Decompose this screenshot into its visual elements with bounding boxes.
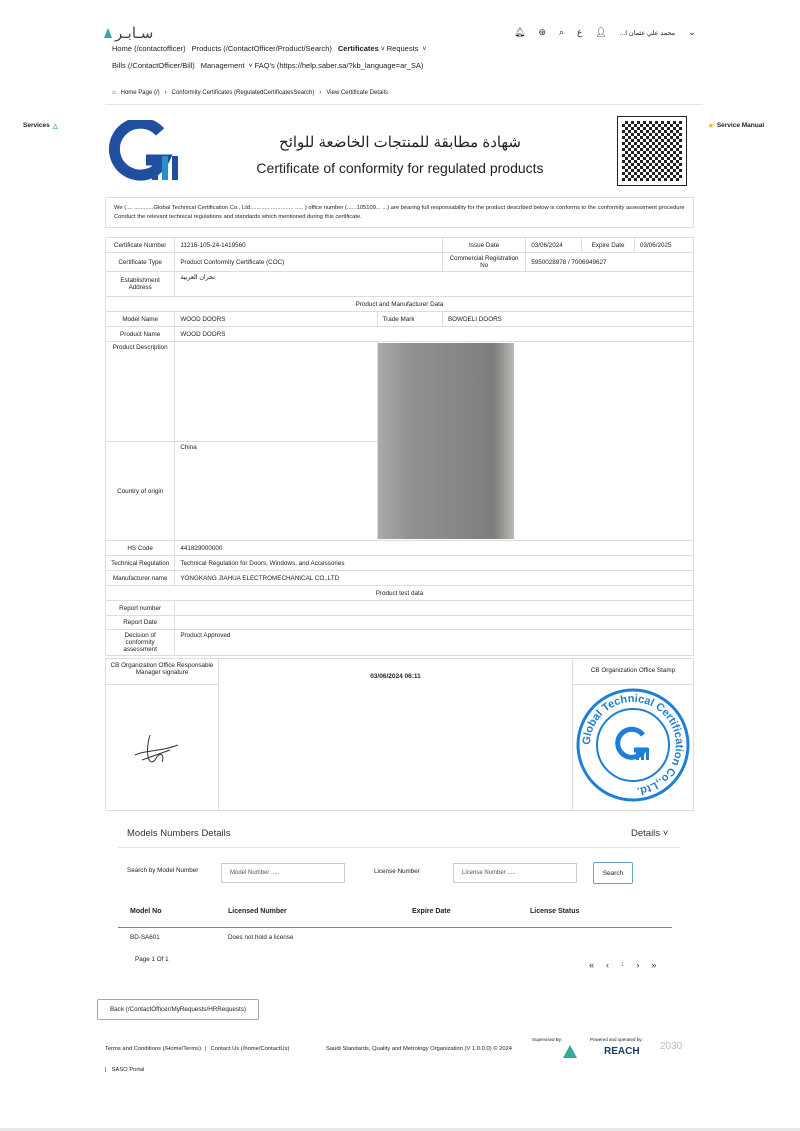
search-icon[interactable]: ⌕: [558, 27, 565, 37]
label: Certificate Type: [106, 253, 175, 272]
nav-certificates[interactable]: Certificates: [337, 44, 379, 53]
page-info: Page 1 Of 1: [135, 956, 169, 963]
breadcrumb-certificates[interactable]: Conformity Certificates (RegulatedCertificatesSearch): [171, 90, 315, 96]
address: نجران العربية: [175, 272, 694, 297]
label: Model Name: [106, 312, 175, 327]
nav-bills[interactable]: Bills (/ContactOfficer/Bill): [112, 61, 195, 70]
contact-link[interactable]: Contact Us (/home/ContactUs): [210, 1046, 290, 1052]
chevron-down-icon: ˅: [378, 46, 387, 53]
chevron-right-icon: ›: [319, 90, 322, 96]
col-license-status: License Status: [530, 908, 580, 915]
decision: Product Approved: [175, 630, 694, 656]
company-stamp: [576, 688, 690, 802]
vision-2030-logo: 2030: [660, 1041, 683, 1052]
chevron-down-icon: ˅: [422, 46, 427, 53]
user-menu[interactable]: ...محمد علي عثمان ا: [619, 29, 676, 37]
terms-link[interactable]: Terms and Conditions (/Home/Terms): [105, 1046, 201, 1052]
reach-logo: REACH: [604, 1046, 640, 1057]
separator: |: [105, 1067, 107, 1073]
breadcrumb-current: View Certificate Details: [326, 90, 388, 96]
cert-number: 11216-105-24-1419560: [175, 238, 443, 253]
label: Report number: [106, 601, 175, 616]
col-expire-date: Expire Date: [412, 908, 451, 915]
models-table-header: [118, 905, 672, 928]
details-toggle[interactable]: [631, 828, 668, 839]
trade-mark: BOWDELI DOORS: [442, 312, 693, 327]
cert-type: Product Conformity Certificate (COC): [175, 253, 443, 272]
report-date: [175, 616, 694, 630]
label: Technical Regulation: [106, 556, 175, 571]
logo-icon: [104, 28, 112, 38]
intro-text: We (.... ............Global Technical Certification Co., Ltd............ .............. ..... ) office number (......105109... ...) are bearing full responsability for the product described below is conforms to the conformity assessment procedure Conduct the relevant technical regulations and standards which mentioned during this certificate.: [105, 197, 694, 228]
back-button[interactable]: Back (/ContactOfficer/MyRequests/HRRequests): [97, 999, 259, 1020]
nav-management[interactable]: Management: [200, 61, 245, 70]
signature-date: 03/06/2024 06:11: [370, 673, 421, 680]
issue-date: 03/06/2024: [526, 238, 582, 253]
page-number[interactable]: 1: [621, 962, 625, 968]
language-toggle[interactable]: ع: [577, 27, 583, 37]
model-number-input[interactable]: Model Number .....: [221, 863, 345, 883]
nav-faq[interactable]: FAQ's (https://help.saber.sa/?kb_language=ar_SA): [254, 61, 424, 70]
chevron-down-icon: ˅: [248, 63, 255, 70]
service-manual-button[interactable]: [708, 122, 764, 130]
chevron-right-icon: ›: [164, 90, 167, 96]
product-name: WOOD DOORS: [175, 327, 694, 342]
hs-code: 441829000000: [175, 541, 694, 556]
technical-regulation: Technical Regulation for Doors, Windows, and Accessories: [175, 556, 694, 571]
chevron-down-icon: ˅: [662, 828, 669, 839]
saso-portal-link[interactable]: SASO Portal: [111, 1067, 145, 1073]
search-button[interactable]: Search: [593, 862, 633, 884]
label: Trade Mark: [377, 312, 442, 327]
services-button[interactable]: [23, 122, 58, 130]
label: Certificate Number: [106, 238, 175, 253]
saber-logo[interactable]: سـابـر: [104, 24, 153, 42]
models-title: Models Numbers Details: [127, 828, 231, 839]
label: Establishment Address: [106, 272, 175, 297]
label: Country of origin: [106, 442, 175, 541]
details-label: Details: [631, 828, 661, 839]
label: Manufacturer name: [106, 571, 175, 586]
signature-label: CB Organization Office Responsable Manager signature: [110, 662, 214, 676]
lightbulb-icon: ☀: [708, 123, 714, 130]
powered-label: Powered and operated by:: [590, 1037, 643, 1042]
separator: |: [205, 1046, 207, 1052]
section-header: Product test data: [106, 586, 694, 601]
breadcrumb-home[interactable]: Home Page (/): [120, 90, 160, 96]
col-model-no: Model No: [130, 908, 162, 915]
model-name: WOOD DOORS: [175, 312, 377, 327]
services-icon: △: [52, 123, 58, 130]
expire-date: 03/06/2025: [634, 238, 693, 253]
label: Report Date: [106, 616, 175, 630]
nav-home[interactable]: Home (/contactofficer): [112, 44, 186, 53]
services-label: Services: [23, 122, 50, 129]
saso-logo: [563, 1045, 577, 1058]
license-number-input[interactable]: License Number .....: [453, 863, 577, 883]
label: Product Name: [106, 327, 175, 342]
gtc-logo: [108, 120, 186, 185]
last-page-icon[interactable]: »: [651, 960, 657, 970]
section-header: Product and Manufacturer Data: [106, 297, 694, 312]
user-icon: 👤︎: [595, 27, 607, 37]
report-number: [175, 601, 694, 616]
search-model-label: Search by Model Number: [127, 867, 199, 874]
certificate-table: [105, 237, 694, 656]
divider: [105, 104, 703, 105]
table-row: [118, 934, 672, 946]
prev-page-icon[interactable]: ‹: [606, 960, 610, 970]
next-page-icon[interactable]: ›: [636, 960, 640, 970]
label: Decision of conformity assessment: [106, 630, 175, 656]
stamp-label: CB Organization Office Stamp: [590, 667, 676, 674]
svg-text:Global Technical Certification: Global Technical Certification Co.,Ltd.: [580, 692, 686, 797]
country-of-origin: China: [175, 442, 377, 541]
nav-products[interactable]: Products (/ContactOfficer/Product/Search): [191, 44, 332, 53]
first-page-icon[interactable]: «: [589, 960, 595, 970]
label: Product Description: [106, 342, 175, 442]
label: Issue Date: [442, 238, 525, 253]
manufacturer-name: YONGKANG JIAHUA ELECTROMECHANICAL CO.,LTD: [175, 571, 694, 586]
accessibility-icon[interactable]: ⊛: [538, 27, 546, 37]
pagination: [589, 960, 656, 970]
bell-icon[interactable]: 🔔︎: [514, 27, 526, 37]
label: HS Code: [106, 541, 175, 556]
licensed-number: Does not hold a license: [228, 934, 294, 941]
service-manual-label: Service Manual: [716, 122, 765, 129]
signature-image: [130, 730, 185, 770]
chevron-down-icon[interactable]: ⌄: [688, 27, 696, 37]
cr-number: 5950028978 / 7006949627: [526, 253, 694, 272]
breadcrumb: [112, 90, 388, 96]
title-arabic: شهادة مطابقة للمنتجات الخاضعة للوائح: [279, 134, 521, 151]
title-english: Certificate of conformity for regulated products: [256, 160, 544, 176]
qr-code: [618, 117, 686, 185]
product-image: [378, 343, 514, 539]
product-description: [175, 342, 377, 442]
license-label: License Number: [374, 868, 420, 875]
supervised-label: Supervised By:: [532, 1037, 563, 1042]
label: Commercial Registration No: [442, 253, 525, 272]
label: Expire Date: [582, 238, 635, 253]
home-icon: ⌂: [112, 90, 116, 96]
col-licensed-number: Licensed Number: [228, 908, 287, 915]
copyright: Saudi Standards, Quality and Metrology Organization (V 1.0.0.0) © 2024: [326, 1046, 513, 1052]
nav-requests[interactable]: Requests: [386, 44, 419, 53]
model-no: BD-SA601: [130, 934, 160, 941]
